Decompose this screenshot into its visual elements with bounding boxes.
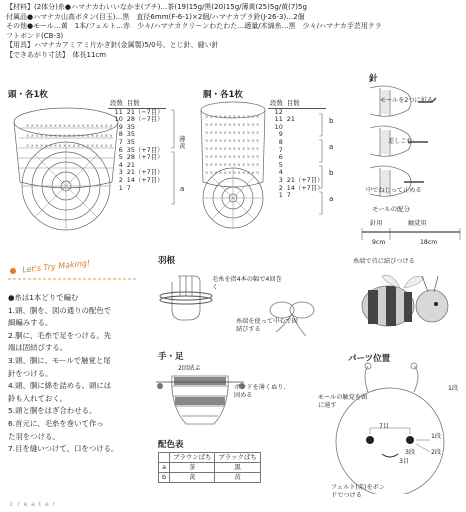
step-line	[8, 431, 156, 444]
step-number: 2.	[8, 330, 16, 340]
table-cell: 11	[274, 115, 283, 124]
svg-text:× × × × × × × × × × × ×: × × × × × × × × × × × ×	[205, 154, 260, 159]
table-cell: 7	[118, 137, 123, 146]
step-number: 7.	[8, 444, 16, 454]
table-header-row	[159, 453, 261, 463]
table-cell: 7	[126, 183, 131, 192]
table-cell: 11	[114, 107, 123, 116]
svg-text:× × × × × × × × × × × ×: × × × × × × × × × × × ×	[205, 146, 260, 151]
table-row	[108, 154, 166, 162]
wings-label: 糸端を使って中心で固結びする	[236, 318, 298, 333]
head-color-brackets	[170, 108, 178, 208]
step-text: 鈴も入れておく。	[8, 393, 67, 403]
step-line	[8, 393, 156, 406]
table-row	[268, 192, 326, 200]
table-cell: 黄	[215, 473, 260, 483]
table-cell: 3	[278, 175, 283, 184]
step-text: 頭、胴に綿を詰める。頭には	[15, 381, 112, 391]
step-text: 目を縫いつけて、口をつける。	[15, 444, 119, 454]
parts-label: 3目	[399, 458, 410, 465]
head-crochet-diagram	[6, 98, 124, 234]
svg-text:× × × × × × × × × × × × × × ×: × × × × × × × × × × × × × × × × × × ×	[26, 143, 113, 148]
step-text: 頭、胴に、モールで触覚と尾	[15, 355, 111, 365]
needle-config-header: 針用	[370, 220, 383, 227]
dashed-divider	[8, 276, 138, 282]
head-stitch-table	[108, 100, 166, 192]
svg-text:× × × × × × × × × × × ×: × × × × × × × × × × × ×	[205, 114, 260, 119]
step-line	[8, 418, 156, 431]
needle-config-value: 9cm	[372, 239, 386, 246]
parts-label: 7目	[379, 423, 390, 430]
table-cell: 5	[118, 153, 123, 162]
svg-text:× × × × × × × × × × × ×: × × × × × × × × × × × ×	[205, 138, 260, 143]
table-cell: 2	[278, 183, 283, 192]
svg-text:× × × × × × × × × × × ×: × × × × × × × × × × × ×	[205, 170, 260, 175]
step-number: 1.	[8, 305, 16, 315]
parts-label: 1段	[431, 433, 442, 440]
table-row	[268, 147, 326, 155]
step-text: た羽をつける。	[8, 431, 60, 441]
body-title: 胴・各1枚	[203, 90, 243, 100]
needle-config-value: 18cm	[420, 239, 438, 246]
step-text: 頭と胴をはぎ合わせる。	[15, 406, 97, 416]
table-row	[268, 131, 326, 139]
table-header	[159, 453, 170, 463]
steps-list	[8, 292, 156, 456]
svg-text:× × × × × × × × × × × ×: × × × × × × × × × × × ×	[205, 162, 260, 167]
step-text: 首元に、毛糸を巻いて作っ	[15, 418, 104, 428]
table-cell: 28（+7目）	[126, 153, 164, 162]
table-cell: 茶	[170, 463, 215, 473]
table-cell: 35（+7目）	[126, 145, 164, 154]
step-text: 頭、胴を、図の通りの配色で	[15, 305, 112, 315]
step-line	[8, 355, 156, 368]
step-text: 針をつける。	[8, 368, 53, 378]
step-line	[8, 443, 156, 456]
parts-title: パーツ位置	[348, 354, 391, 364]
table-cell: 21	[126, 160, 135, 169]
materials-line: フトボンド(CB-3)	[6, 31, 64, 40]
step-line	[8, 317, 156, 330]
parts-label: 3段	[405, 449, 416, 456]
table-cell: 7	[278, 145, 283, 154]
wings-title: 羽根	[158, 256, 176, 266]
color-label: a	[329, 143, 334, 151]
handfoot-label: 2回結ぶ	[178, 365, 201, 372]
body-color-brackets	[318, 112, 328, 216]
step-text: 端は固結びする。	[8, 343, 68, 353]
table-cell: 黄	[170, 473, 215, 483]
color-label: 薄黄	[179, 135, 186, 150]
table-cell: 4	[118, 160, 123, 169]
svg-text:× × × × × × × × × × × × × × ×: × × × × × × × × × × × × × × × × × × ×	[26, 123, 113, 128]
step-text: 胴に、毛糸で足をつける。先	[15, 330, 112, 340]
table-cell: 35	[126, 137, 135, 146]
table-row	[108, 124, 166, 132]
table-row	[159, 463, 261, 473]
table-row	[268, 185, 326, 193]
materials-line: その他●モール…黄 1本/フェルト…赤 少々/ハマナカクリーンわたわた…適量/木綿糸…黒 少々/ハマナカ手芸用クラ	[6, 22, 382, 31]
color-label: b	[329, 169, 334, 177]
needle-config-title: モールの配分	[372, 205, 410, 213]
table-cell: 21（+7目）	[126, 168, 164, 177]
table-cell: 6	[278, 153, 283, 162]
step-line	[8, 405, 156, 418]
color-table	[158, 452, 261, 483]
table-row	[108, 116, 166, 124]
svg-text:× × × × × × × × × × × × × × ×: × × × × × × × × × × × × × × × × × × ×	[26, 133, 113, 138]
wings-label: 糸端で首に結びつける	[353, 258, 415, 265]
step-line	[8, 342, 156, 355]
table-cell: 8	[118, 130, 123, 139]
parts-label: モールの触覚を頭に通す	[318, 394, 368, 409]
table-cell: 21	[286, 115, 295, 124]
materials-block	[6, 3, 462, 61]
table-row	[108, 131, 166, 139]
step-line	[8, 292, 156, 305]
step-line	[8, 368, 156, 381]
bee-illustration	[352, 266, 462, 338]
color-label: b	[329, 117, 334, 125]
needle-label: 差しこむ	[388, 138, 413, 145]
table-cell: 1	[118, 183, 123, 192]
table-header: 目数	[285, 100, 326, 108]
color-label: a	[329, 195, 334, 203]
head-title: 頭・各1枚	[8, 90, 48, 100]
table-header: 段数	[270, 99, 283, 107]
step-number: 6.	[8, 418, 16, 428]
table-header: 目数	[125, 100, 166, 108]
needle-label: モールを2つに折る	[380, 97, 434, 104]
table-cell: 14（+7目）	[286, 183, 324, 192]
table-header: 段数	[110, 99, 123, 107]
table-cell: a	[159, 463, 170, 473]
table-row	[108, 177, 166, 185]
table-cell: 8	[278, 137, 283, 146]
materials-line: 付属品●ハマナカ山高ボタン(目玉)…黒 直径6mm(F-6-1)×2個/ハマナカプラ鈴(J-26-3)…2個	[6, 12, 305, 21]
materials-line: 【材料】(2体分)糸●ハマナカわいいなかま(ブチ)…茶(19)15g/黒(20)15g/薄黄(25)5g/黄(7)5g	[6, 3, 307, 11]
table-cell: 14（+7目）	[126, 175, 164, 184]
step-number: 4.	[8, 381, 16, 391]
table-cell: 10	[274, 122, 283, 131]
orange-dot-icon	[10, 268, 16, 274]
table-cell: 35	[126, 130, 135, 139]
table-cell: 2	[118, 175, 123, 184]
parts-label: フェルト(赤)をボンドでつける	[331, 484, 386, 499]
table-cell: 35	[126, 122, 135, 131]
table-row	[108, 185, 166, 193]
table-cell: 7	[286, 191, 291, 200]
lets-try-making-title: Let's Try Making!	[21, 258, 91, 275]
table-row	[268, 139, 326, 147]
table-row	[268, 162, 326, 170]
svg-text:× × × × × × × × × × × ×: × × × × × × × × × × × ×	[205, 122, 260, 127]
table-cell: 4	[278, 168, 283, 177]
table-cell: 9	[118, 122, 123, 131]
step-line	[8, 380, 156, 393]
table-cell: 10	[114, 115, 123, 124]
handfoot-title: 手・足	[158, 352, 184, 362]
size-line: 【できあがり寸法】 体長11cm	[6, 50, 107, 59]
table-cell: 9	[278, 130, 283, 139]
table-row	[159, 473, 261, 483]
body-crochet-diagram	[197, 98, 269, 232]
step-number: 3.	[8, 355, 16, 365]
step-text: 細編みする。	[8, 318, 53, 328]
table-header: ブラックばち	[215, 453, 260, 463]
color-label: a	[180, 185, 185, 193]
tools-line: 【用具】ハマナカアミアミ片かぎ針(金属製)5/0号、とじ針、縫い針	[6, 41, 219, 50]
table-cell: 28（−7目）	[126, 115, 164, 124]
svg-text:× × × × × × × × × × × ×: × × × × × × × × × × × ×	[205, 130, 260, 135]
parts-label: 1段	[448, 385, 459, 392]
colors-title: 配色表	[158, 440, 184, 450]
step-line	[8, 330, 156, 343]
step-number: ●	[8, 293, 15, 302]
table-cell: 1	[278, 191, 283, 200]
table-cell: 12	[274, 107, 283, 116]
step-text: 糸は1本どりで編む	[14, 293, 79, 302]
table-header-row	[108, 100, 166, 108]
table-header-row	[268, 100, 326, 108]
parts-label: 2段	[431, 449, 442, 456]
table-row	[268, 154, 326, 162]
needle-config-header: 触覚用	[408, 220, 427, 227]
footer-text: c r e a t e r	[10, 501, 57, 508]
handfoot-label: ボンドを薄くぬり、固める	[234, 384, 290, 399]
table-cell: b	[159, 473, 170, 483]
table-cell: 21（−7目）	[126, 107, 164, 116]
table-cell: 5	[278, 160, 283, 169]
body-stitch-table	[268, 100, 326, 200]
step-line	[8, 305, 156, 318]
table-cell: 黒	[215, 463, 260, 473]
table-cell: 6	[118, 145, 123, 154]
wings-label: 毛糸を指4本の幅で4回巻く	[212, 276, 282, 291]
step-number: 5.	[8, 406, 16, 416]
table-cell: 21（+7目）	[286, 175, 324, 184]
table-header: ブラウンばち	[170, 453, 215, 463]
needle-label: 中でねじって止める	[366, 187, 422, 194]
table-row	[268, 124, 326, 132]
table-cell: 3	[118, 168, 123, 177]
needle-title: 針	[369, 74, 378, 84]
